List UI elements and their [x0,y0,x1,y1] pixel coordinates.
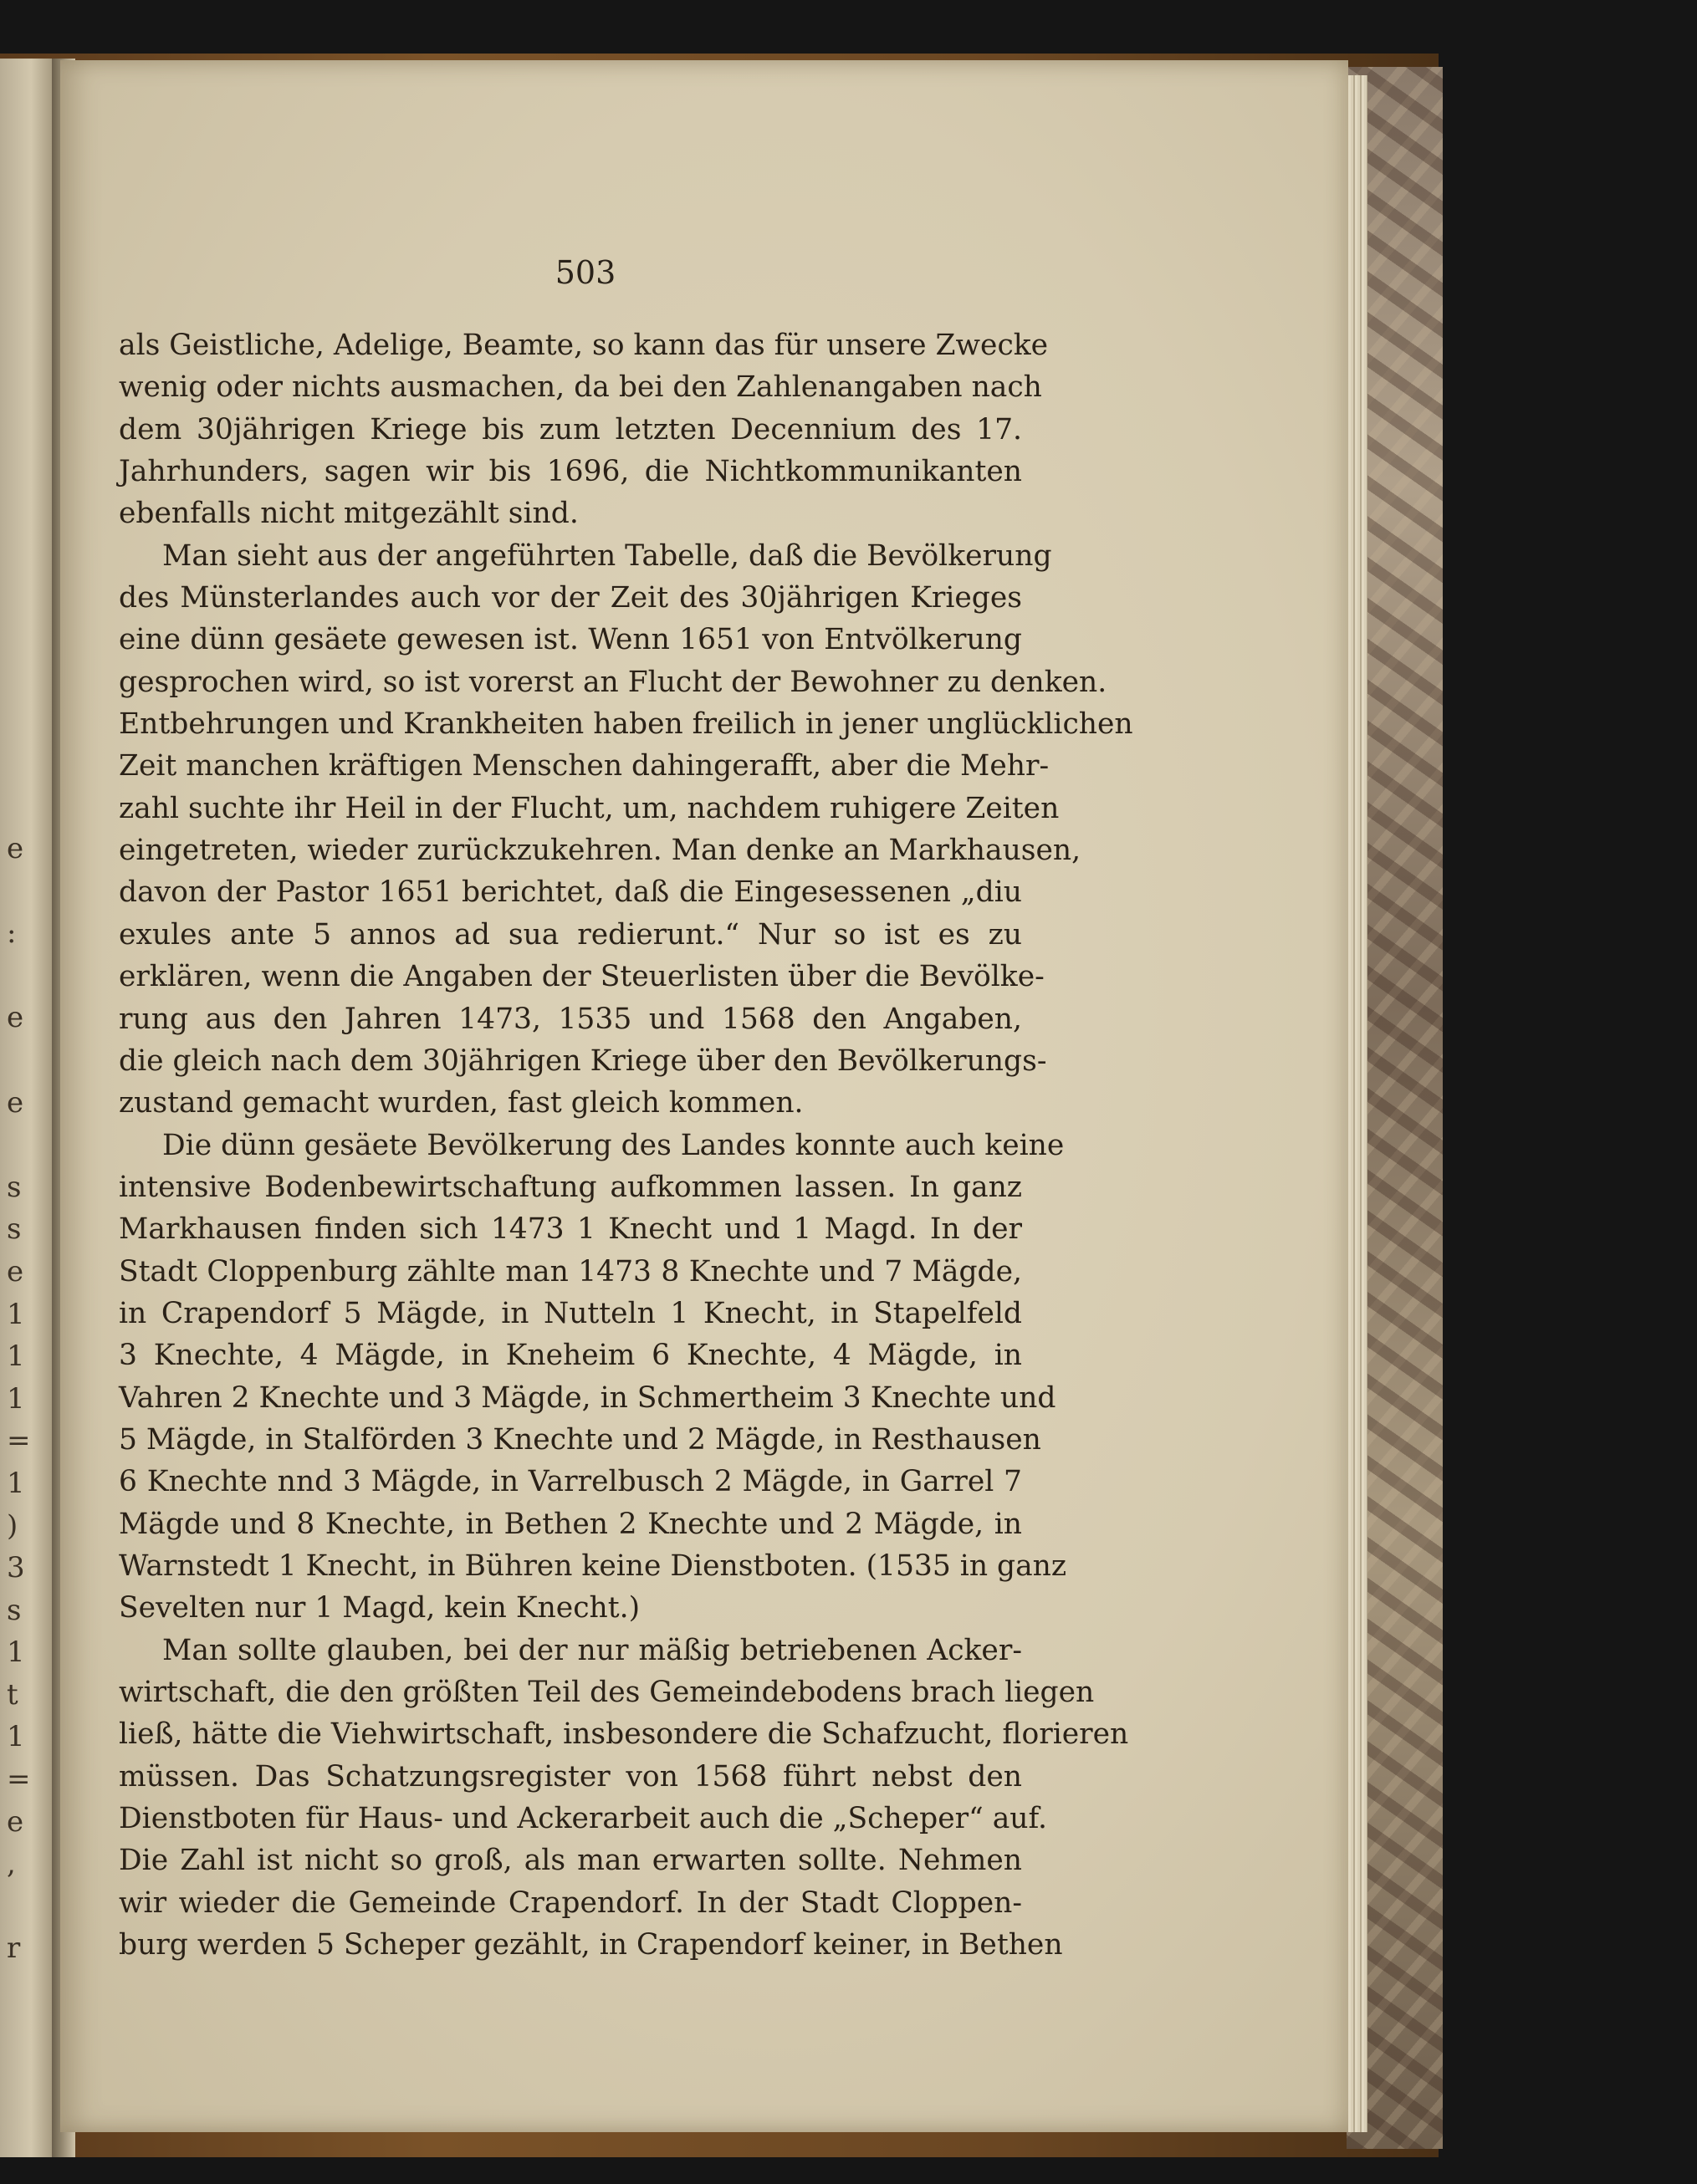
page-number: 503 [555,254,616,291]
text-line: Markhausen finden sich 1473 1 Knecht und 1 Magd. In der [119,1212,1022,1247]
text-line: Jahrhunders, sagen wir bis 1696, die Nichtkommunikanten [119,455,1022,489]
facing-page-fragment: e [7,832,24,865]
facing-page-fragment: 1 [7,1381,25,1416]
facing-page-fragment: = [7,1763,31,1797]
text-line: als Geistliche, Adelige, Beamte, so kann das für unsere Zwecke [119,329,1049,362]
text-line: Die Zahl ist nicht so groß, als man erwarten sollte. Nehmen [119,1844,1022,1878]
text-line: müssen. Das Schatzungsregister von 1568 führt nebst den [119,1759,1022,1794]
facing-page-fragment: e [7,1085,24,1120]
body-text [119,324,1133,1966]
facing-page-fragment: s [7,1212,22,1247]
text-line: burg werden 5 Scheper gezählt, in Crapendorf keiner, in Bethen [119,1928,1063,1962]
facing-page-fragment: 1 [7,1297,25,1331]
facing-page-fragment [7,1039,40,1082]
text-line: zahl suchte ihr Heil in der Flucht, um, nachdem ruhigere Zeiten [119,791,1060,825]
text-line: wir wieder die Gemeinde Crapendorf. In der Stadt Cloppen- [119,1885,1022,1920]
text-line: Vahren 2 Knechte und 3 Mägde, in Schmertheim 3 Knechte und [119,1380,1056,1415]
facing-page-fragment: s [7,1170,22,1204]
text-line: dem 30jährigen Kriege bis zum letzten Decennium des 17. [119,412,1022,446]
facing-page-fragment [7,1124,40,1166]
text-line: die gleich nach dem 30jährigen Kriege über den Bevölkerungs- [119,1044,1047,1078]
text-line: ließ, hätte die Viehwirtschaft, insbesondere die Schafzucht, florieren [119,1717,1129,1752]
facing-page-fragment: 3 [7,1551,25,1585]
facing-page-fragment [7,955,40,998]
facing-page-text-fragments [7,828,40,1970]
facing-page-fragment: 1 [7,1466,25,1500]
text-line: Stadt Cloppenburg zählte man 1473 8 Knechte und 7 Mägde, [119,1254,1022,1288]
facing-page-fragment: 1 [7,1720,25,1754]
text-line: des Münsterlandes auch vor der Zeit des 30jährigen Krieges [119,581,1022,615]
text-line: 5 Mägde, in Stalförden 3 Knechte und 2 Mägde, in Resthausen [119,1422,1041,1457]
text-line: 3 Knechte, 4 Mägde, in Kneheim 6 Knechte, 4 Mägde, in [119,1339,1022,1373]
facing-page-fragment: ) [7,1508,18,1543]
text-line: in Crapendorf 5 Mägde, in Nutteln 1 Knecht, in Stapelfeld [119,1296,1022,1330]
text-line: intensive Bodenbewirtschaftung aufkommen lassen. In ganz [119,1170,1022,1204]
facing-page-fragment: e [7,1804,24,1839]
text-line: Man sollte glauben, bei der nur mäßig betriebenen Acker- [162,1633,1022,1667]
text-line: 6 Knechte nnd 3 Mägde, in Varrelbusch 2 Mägde, in Garrel 7 [119,1465,1022,1499]
text-line: Dienstboten für Haus- und Ackerarbeit auch die „Scheper“ auf. [119,1802,1047,1836]
text-line: erklären, wenn die Angaben der Steuerlisten über die Bevölke- [119,960,1045,994]
text-line: Mägde und 8 Knechte, in Bethen 2 Knechte und 2 Mägde, in [119,1507,1022,1541]
facing-page-fragment [7,870,40,913]
facing-page-fragment: e [7,1001,24,1035]
text-line: Sevelten nur 1 Magd, kein Knecht.) [119,1591,641,1625]
facing-page-fragment: 1 [7,1339,25,1374]
facing-page-fragment: e [7,1254,24,1288]
text-line: gesprochen wird, so ist vorerst an Flucht der Bewohner zu denken. [119,665,1107,699]
facing-page-fragment: 1 [7,1635,25,1670]
text-line: wirtschaft, die den größten Teil des Gemeindebodens brach liegen [119,1676,1095,1709]
text-line: Entbehrungen und Krankheiten haben freilich in jener unglücklichen [119,707,1133,742]
text-line: ebenfalls nicht mitgezählt sind. [119,497,579,531]
facing-page-fragment: r [7,1931,21,1966]
text-line: Warnstedt 1 Knecht, in Bühren keine Dienstboten. (1535 in ganz [119,1549,1067,1583]
facing-page-fragment: = [7,1424,31,1458]
text-line: exules ante 5 annos ad sua redierunt.“ Nur so ist es zu [119,917,1022,952]
text-line: davon der Pastor 1651 berichtet, daß die Eingesessenen „diu [119,875,1022,910]
text-line: wenig oder nichts ausmachen, da bei den Zahlenangaben nach [119,370,1042,405]
text-line: rung aus den Jahren 1473, 1535 und 1568 den Angaben, [119,1002,1022,1036]
facing-page-fragment: t [7,1677,18,1712]
facing-page-fragment: , [7,1847,16,1881]
text-line: eingetreten, wieder zurückzukehren. Man denke an Markhausen, [119,834,1081,868]
text-line: Zeit manchen kräftigen Menschen dahingerafft, aber die Mehr- [119,749,1050,783]
text-line: zustand gemacht wurden, fast gleich kommen. [119,1086,804,1120]
text-line: eine dünn gesäete gewesen ist. Wenn 1651 von Entvölkerung [119,623,1022,657]
facing-page-fragment: : [7,916,17,951]
text-line: Die dünn gesäete Bevölkerung des Landes konnte auch keine [162,1128,1065,1162]
facing-page-fragment [7,1885,40,1928]
text-line: Man sieht aus der angeführten Tabelle, daß die Bevölkerung [162,538,1052,573]
facing-page-fragment: s [7,1593,22,1627]
